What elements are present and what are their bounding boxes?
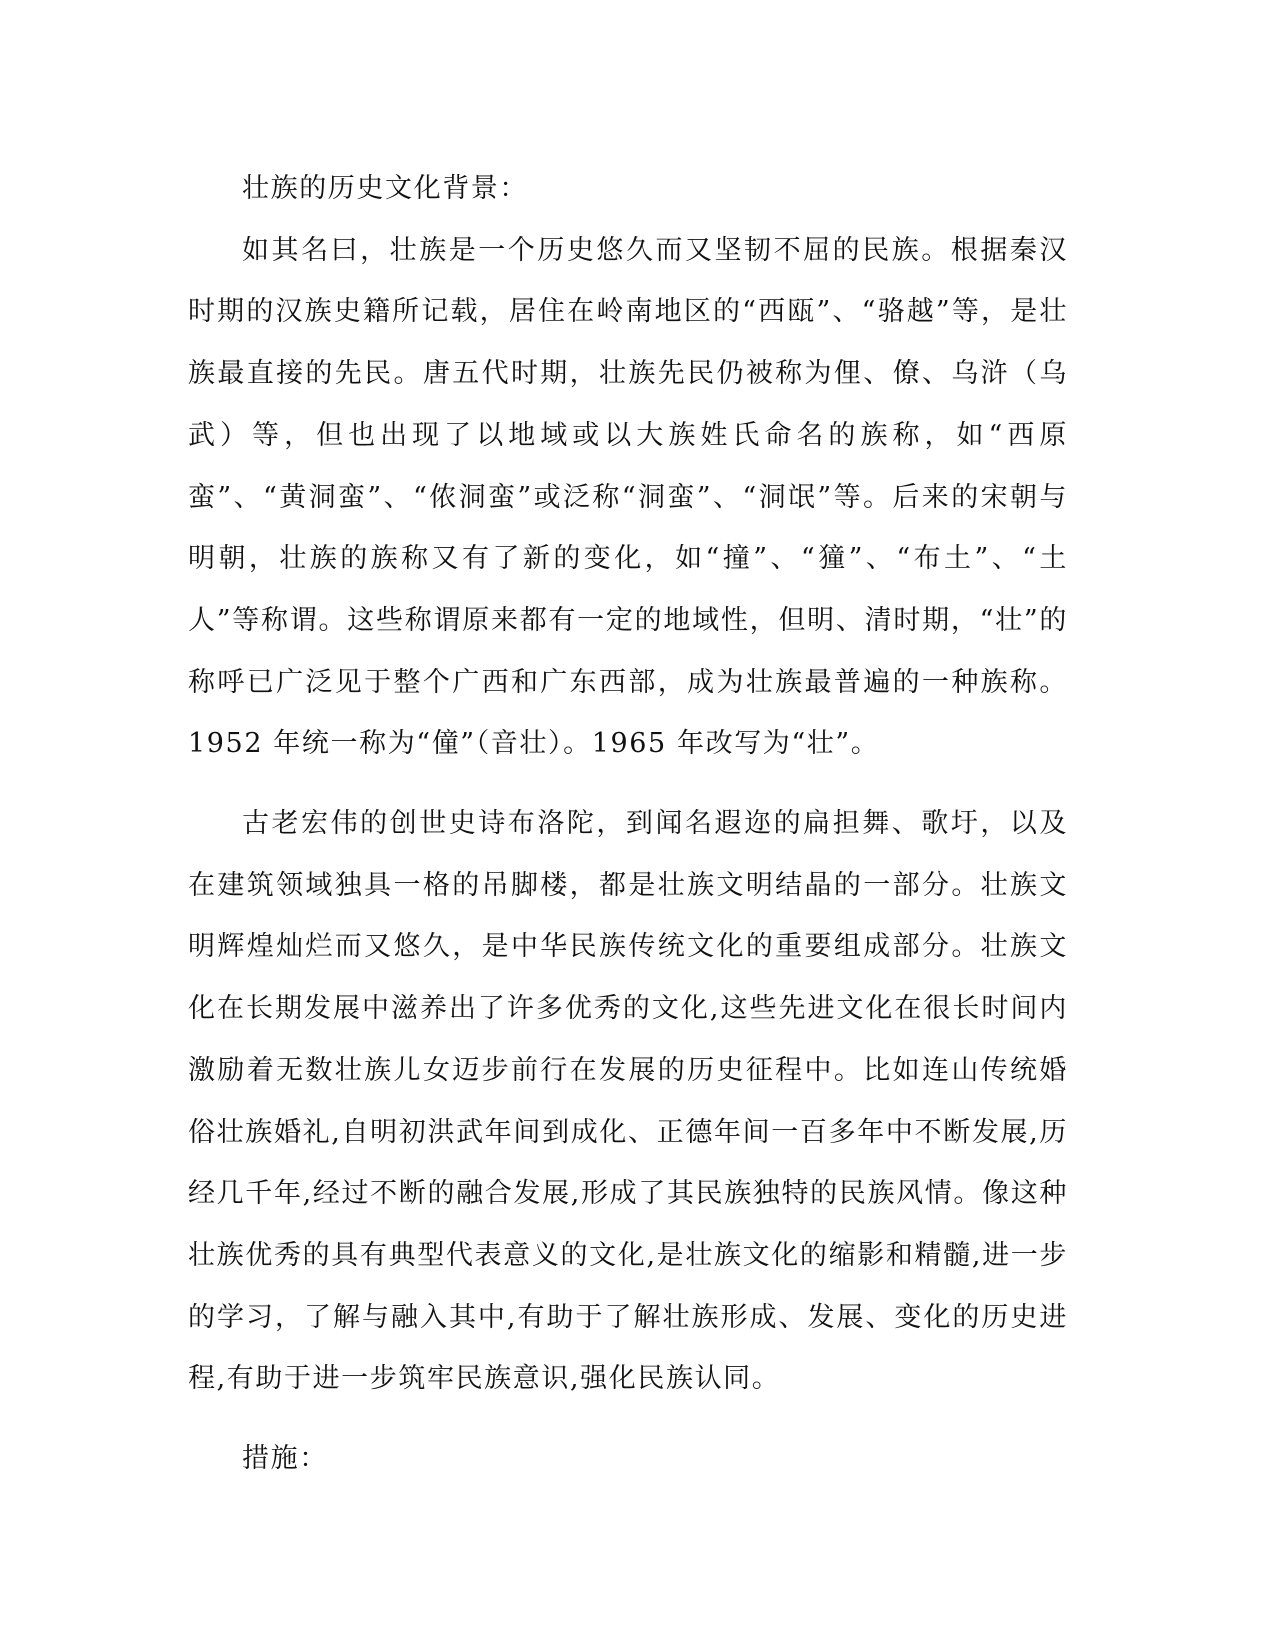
paragraph-history: 如其名曰，壮族是一个历史悠久而又坚韧不屈的民族。根据秦汉时期的汉族史籍所记载，居住在岭南地区的“西瓯”、“骆越”等，是壮族最直接的先民。唐五代时期，壮族先民仍被称为俚、僚、乌浒（乌武）等，但也出现了以地域或以大族姓氏命名的族称，如“西原蛮”、“黄洞蛮”、“侬洞蛮”或泛称“洞蛮”、“洞氓”等。后来的宋朝与明朝，壮族的族称又有了新的变化，如“撞”、“獞”、“布土”、“土人”等称谓。这些称谓原来都有一定的地域性，但明、清时期，“壮”的称呼已广泛见于整个广西和广东西部，成为壮族最普遍的一种族称。1952 年统一称为“僮”（音壮）。1965 年改写为“壮”。 [188, 234, 1068, 760]
paragraph-culture: 古老宏伟的创世史诗布洛陀，到闻名遐迩的扁担舞、歌圩，以及在建筑领域独具一格的吊脚楼，都是壮族文明结晶的一部分。壮族文明辉煌灿烂而又悠久，是中华民族传统文化的重要组成部分。壮族文化在长期发展中滋养出了许多优秀的文化,这些先进文化在很长时间内激励着无数壮族儿女迈步前行在发展的历史征程中。比如连山传统婚俗壮族婚礼,自明初洪武年间到成化、正德年间一百多年中不断发展,历经几千年,经过不断的融合发展,形成了其民族独特的民族风情。像这种壮族优秀的具有典型代表意义的文化,是壮族文化的缩影和精髓,进一步的学习，了解与融入其中,有助于了解壮族形成、发展、变化的历史进程,有助于进一步筑牢民族意识,强化民族认同。 [188, 808, 1068, 1395]
document-body [188, 158, 1068, 1490]
section-subheading: 措施： [242, 1443, 328, 1475]
section-heading: 壮族的历史文化背景： [242, 173, 528, 204]
